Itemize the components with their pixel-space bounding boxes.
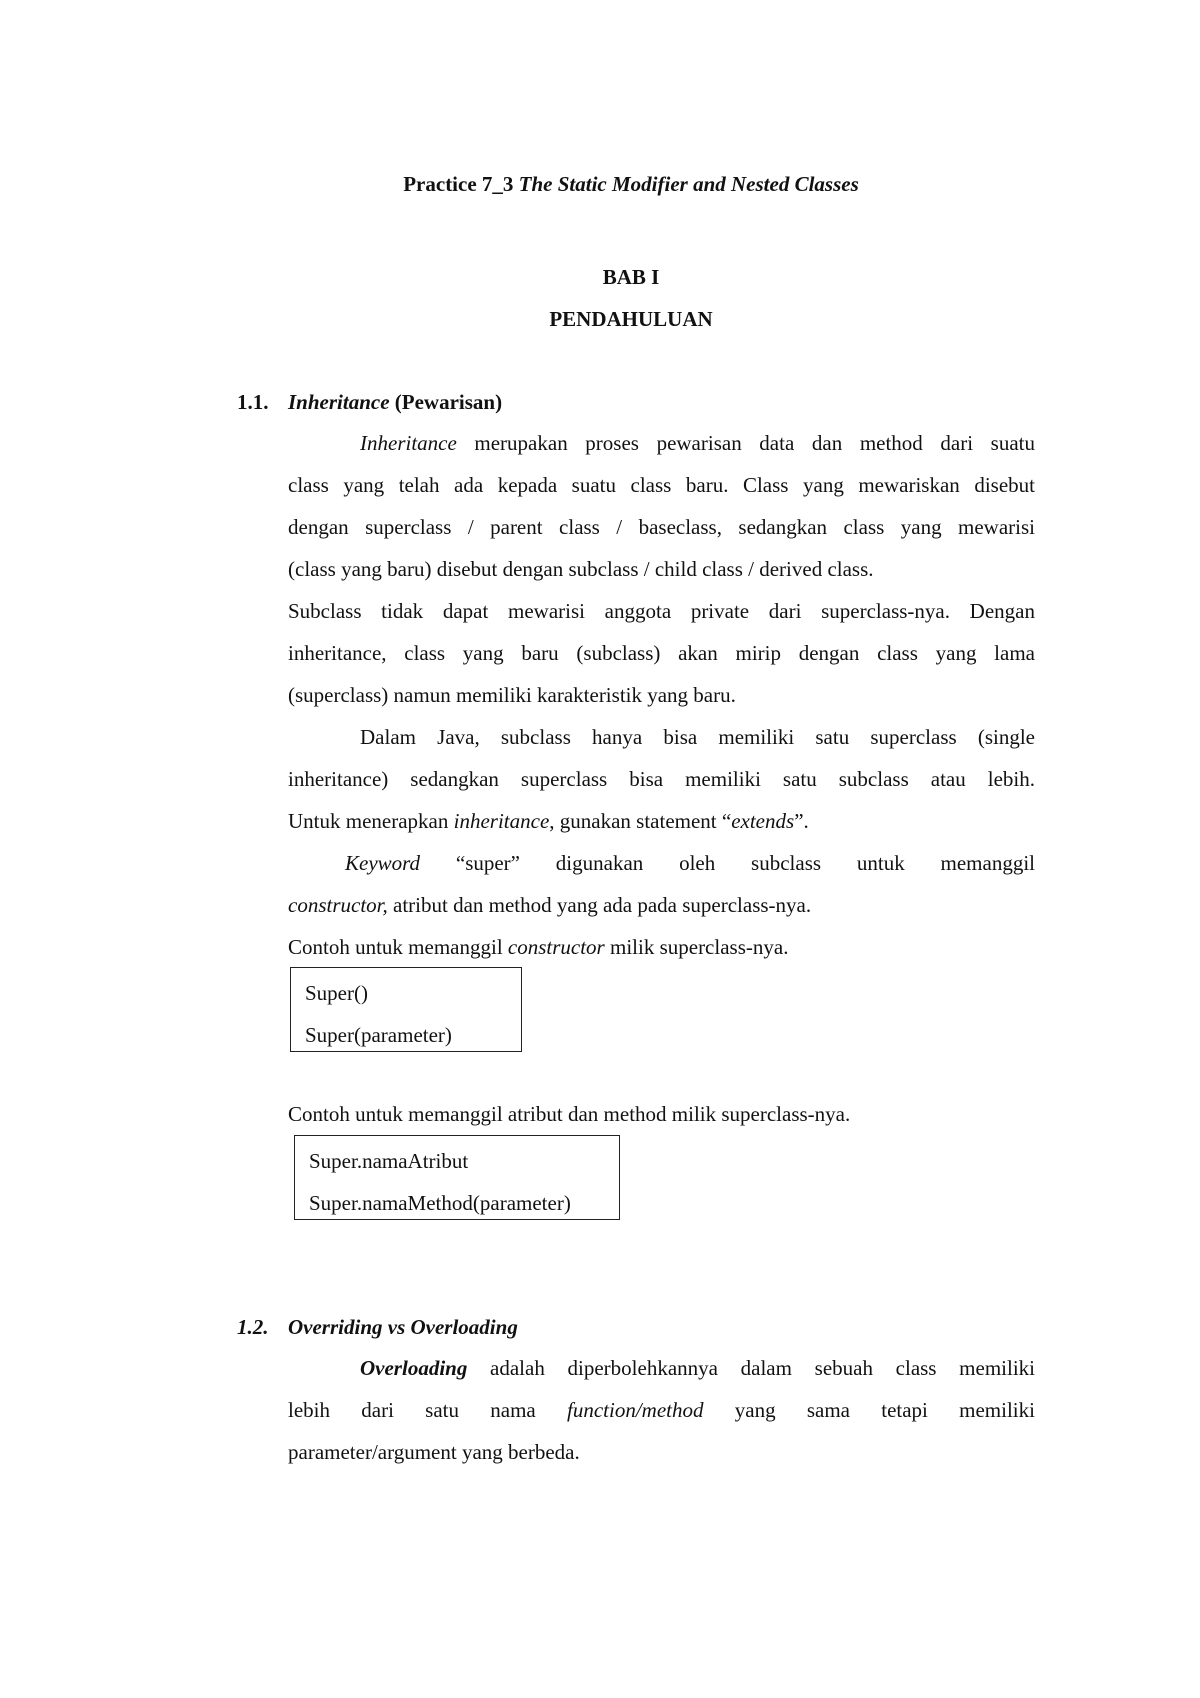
paragraph-line	[288, 1398, 1035, 1423]
section-1-2-heading	[237, 1315, 518, 1340]
text-span: Untuk menerapkan	[288, 809, 454, 833]
italic-term: inheritance	[453, 809, 550, 833]
text-span: Contoh untuk memanggil	[288, 935, 508, 959]
italic-term: Keyword	[345, 851, 421, 875]
section-number: 1.2.	[237, 1315, 269, 1339]
paragraph-line	[288, 935, 1035, 960]
text-span: lebih dari satu nama	[288, 1398, 567, 1422]
chapter-label: BAB I	[602, 265, 660, 289]
paragraph-line: Contoh untuk memanggil atribut dan method milik superclass-nya.	[288, 1102, 851, 1126]
text-span: milik superclass-nya.	[604, 935, 789, 959]
paragraph-line: Subclass tidak dapat mewarisi anggota private dari superclass-nya. Dengan	[288, 599, 1035, 623]
paragraph-line: (superclass) namun memiliki karakteristik yang baru.	[288, 683, 736, 707]
page-title	[0, 172, 1200, 197]
italic-term: Inheritance	[360, 431, 457, 455]
italic-term: function/method	[567, 1398, 704, 1422]
code-line: Super.namaAtribut	[309, 1149, 469, 1173]
text-span: atribut dan method yang ada pada superclass-nya.	[387, 893, 812, 917]
code-box-constructor	[290, 967, 522, 1052]
paragraph-line	[360, 1356, 1035, 1381]
section-1-1-heading	[237, 390, 502, 415]
paragraph-line: (class yang baru) disebut dengan subclass / child class / derived class.	[288, 557, 874, 581]
code-line: Super(parameter)	[305, 1023, 452, 1047]
paragraph-line	[345, 851, 1035, 876]
text-span: merupakan proses pewarisan data dan method dari suatu	[456, 431, 1035, 455]
code-line: Super()	[305, 981, 368, 1005]
bold-italic-term: Overloading	[360, 1356, 468, 1380]
title-prefix: Practice 7_3	[403, 172, 519, 196]
paragraph-line	[360, 431, 1035, 456]
paragraph-line: parameter/argument yang berbeda.	[288, 1440, 580, 1464]
text-span: “super” digunakan oleh subclass untuk memanggil	[420, 851, 1035, 875]
paragraph-line	[288, 893, 1035, 918]
section-title-rest: (Pewarisan)	[389, 390, 503, 414]
text-span: , gunakan statement “	[549, 809, 732, 833]
text-span: yang sama tetapi memiliki	[703, 1398, 1035, 1422]
italic-term: extends	[731, 809, 795, 833]
section-title: Overriding vs Overloading	[288, 1315, 518, 1339]
paragraph-line: class yang telah ada kepada suatu class baru. Class yang mewariskan disebut	[288, 473, 1035, 497]
text-span: adalah diperbolehkannya dalam sebuah class memiliki	[467, 1356, 1035, 1380]
paragraph-line: inheritance, class yang baru (subclass) akan mirip dengan class yang lama	[288, 641, 1035, 665]
italic-term: constructor	[507, 935, 605, 959]
paragraph-line: Dalam Java, subclass hanya bisa memiliki satu superclass (single	[360, 725, 1035, 749]
text-span: ”.	[794, 809, 809, 833]
paragraph-line: inheritance) sedangkan superclass bisa memiliki satu subclass atau lebih.	[288, 767, 1035, 791]
code-line: Super.namaMethod(parameter)	[309, 1191, 571, 1215]
section-number: 1.1.	[237, 390, 269, 414]
code-box-attribute-method	[294, 1135, 620, 1220]
title-italic: The Static Modifier and Nested Classes	[518, 172, 859, 196]
paragraph-line	[288, 809, 1035, 834]
paragraph-line: dengan superclass / parent class / baseclass, sedangkan class yang mewarisi	[288, 515, 1035, 539]
section-title	[288, 390, 502, 415]
italic-term: constructor,	[288, 893, 388, 917]
section-title-italic: Inheritance	[288, 390, 390, 414]
chapter-title: PENDAHULUAN	[549, 307, 713, 331]
